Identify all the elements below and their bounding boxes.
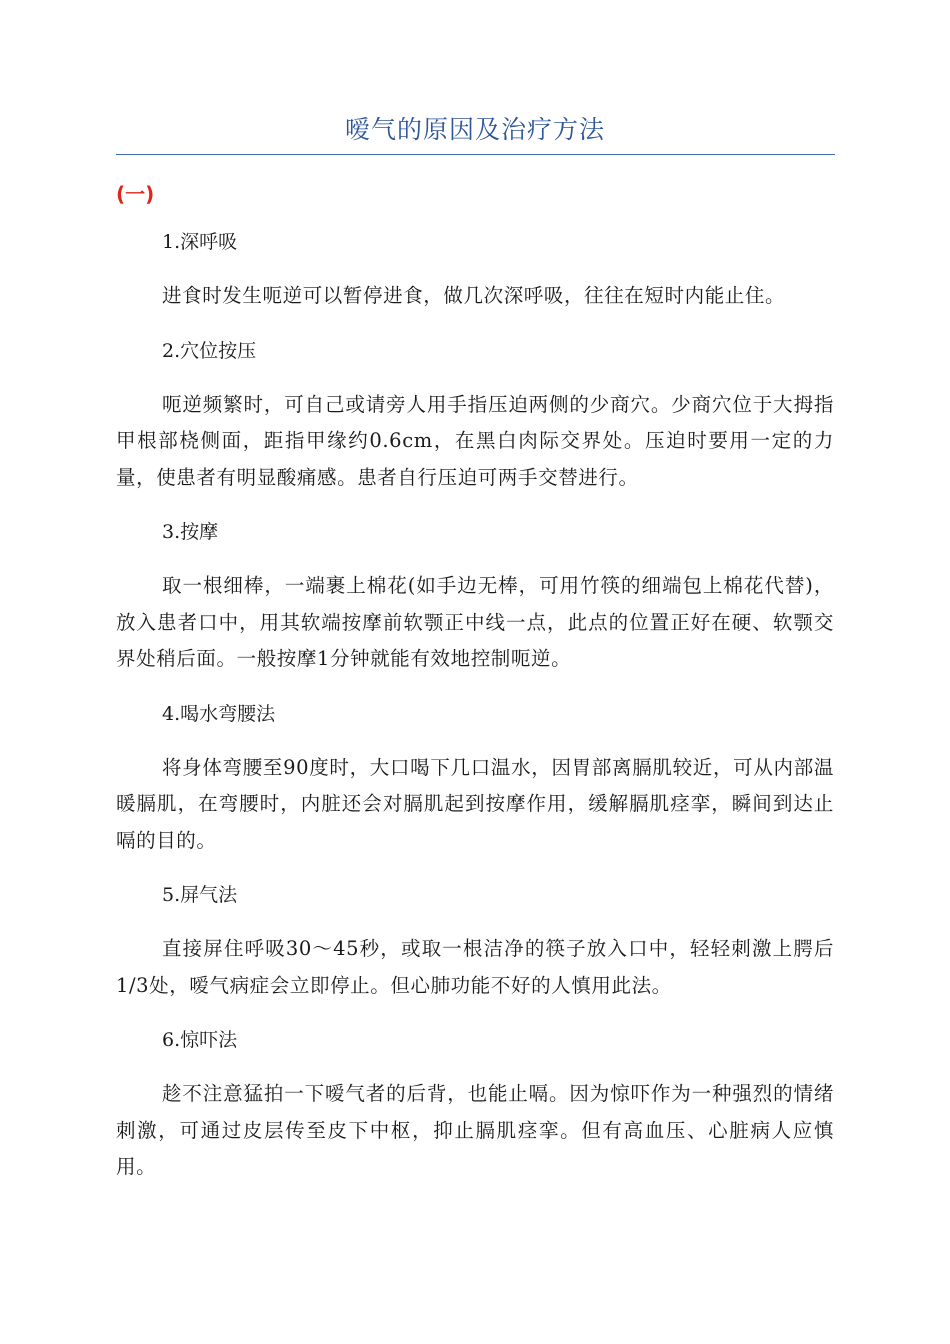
section-body-6: 趁不注意猛拍一下嗳气者的后背，也能止嗝。因为惊吓作为一种强烈的情绪刺激，可通过皮层传至皮下中枢，抑止膈肌痉挛。但有高血压、心脏病人应慎用。 [116,1082,834,1178]
title-underline [116,154,835,155]
section-heading-2: 2.穴位按压 [162,339,257,362]
document-body [116,224,834,1204]
section-body-3: 取一根细棒，一端裹上棉花(如手边无棒，可用竹筷的细端包上棉花代替)，放入患者口中，用其软端按摩前软颚正中线一点，此点的位置正好在硬、软颚交界处稍后面。一般按摩1分钟就能有效地控制呃逆。 [116,574,834,670]
section-body-2: 呃逆频繁时，可自己或请旁人用手指压迫两侧的少商穴。少商穴位于大拇指甲根部桡侧面，距指甲缘约0.6cm，在黑白肉际交界处。压迫时要用一定的力量，使患者有明显酸痛感。患者自行压迫可两手交替进行。 [116,392,834,489]
document-title: 嗳气的原因及治疗方法 [344,115,605,144]
section-heading-1: 1.深呼吸 [162,231,238,253]
section-heading-5: 5.屏气法 [162,884,238,906]
section-body-5: 直接屏住呼吸30～45秒，或取一根洁净的筷子放入口中，轻轻刺激上腭后1/3处，嗳气病症会立即停止。但心肺功能不好的人慎用此法。 [116,937,834,997]
section-marker: (一) [116,182,155,206]
section-heading-4: 4.喝水弯腰法 [162,702,276,725]
section-heading-6: 6.惊吓法 [162,1029,238,1051]
section-body-1: 进食时发生呃逆可以暂停进食，做几次深呼吸，往往在短时内能止住。 [162,284,786,307]
section-body-4: 将身体弯腰至90度时，大口喝下几口温水，因胃部离膈肌较近，可从内部温暖膈肌，在弯腰时，内脏还会对膈肌起到按摩作用，缓解膈肌痉挛，瞬间到达止嗝的目的。 [116,755,834,852]
section-heading-3: 3.按摩 [162,521,219,543]
